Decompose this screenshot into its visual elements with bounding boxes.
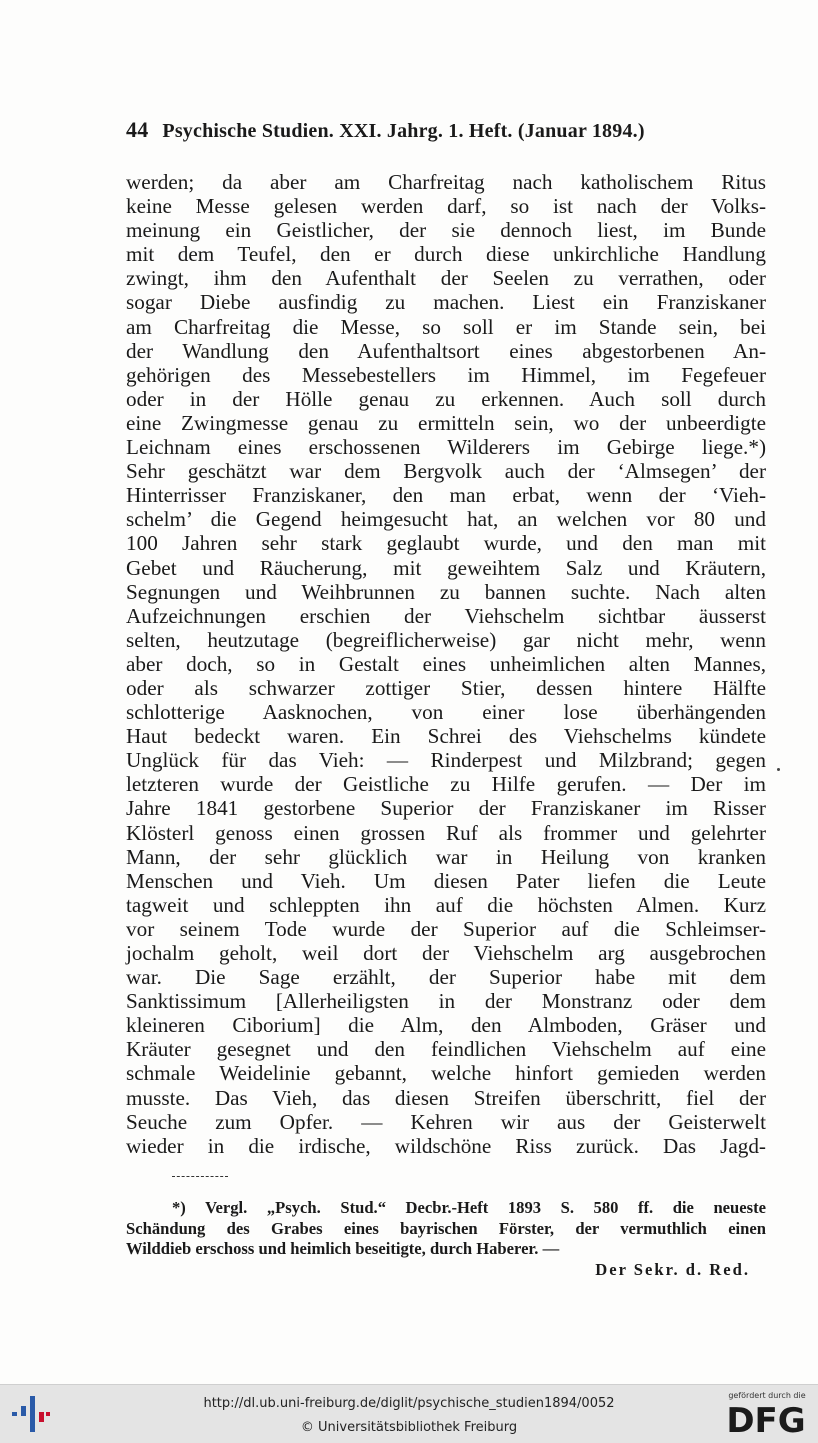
- body-line: zwingt, ihm den Aufenthalt der Seelen zu verrathen, oder: [126, 266, 766, 291]
- body-line: oder in der Hölle genau zu erkennen. Auch soll durch: [126, 386, 766, 411]
- body-line: kleineren Ciborium] die Alm, den Almboden, Gräser und: [126, 1013, 766, 1038]
- body-line: werden; da aber am Charfreitag nach katholischem Ritus: [126, 170, 766, 194]
- scan-speck: [777, 768, 780, 771]
- body-line: Menschen und Vieh. Um diesen Pater liefen die Leute: [126, 868, 766, 893]
- footer-copyright: © Universitätsbibliothek Freiburg: [300, 1420, 518, 1435]
- body-text: [126, 170, 766, 1158]
- body-line: meinung ein Geistlicher, der sie dennoch liest, im Bunde: [126, 218, 766, 243]
- body-line: Kräuter gesegnet und den feindlichen Viehschelm auf eine: [126, 1037, 766, 1062]
- footnote-line: Wilddieb erschoss und heimlich beseitigte, durch Haberer. —: [126, 1239, 560, 1258]
- body-line: Mann, der sehr glücklich war in Heilung von kranken: [126, 844, 766, 869]
- body-line: 100 Jahren sehr stark geglaubt wurde, und den man mit: [126, 531, 766, 556]
- body-line: Aufzeichnungen erschien der Viehschelm sichtbar äusserst: [126, 603, 766, 628]
- body-line: jochalm geholt, weil dort der Viehschelm arg ausgebrochen: [126, 941, 766, 965]
- page-number: 44: [126, 117, 149, 142]
- dfg-logo-icon: [722, 1403, 810, 1435]
- body-line: am Charfreitag die Messe, so soll er im Stande sein, bei: [126, 314, 766, 339]
- body-line: Sanktissimum [Allerheiligsten in der Monstranz oder dem: [126, 989, 766, 1014]
- footnote-line: Schändung des Grabes eines bayrischen Förster, der vermuthlich einen: [126, 1218, 766, 1238]
- body-line: Sehr geschätzt war dem Bergvolk auch der ‘Almsegen’ der: [126, 459, 766, 484]
- footnote-line: *) Vergl. „Psych. Stud.“ Decbr.-Heft 1893 S. 580 ff. die neueste: [172, 1198, 766, 1217]
- body-line: mit dem Teufel, den er durch diese unkirchliche Handlung: [126, 242, 766, 267]
- running-title: Psychische Studien. XXI. Jahrg. 1. Heft. (Januar 1894.): [162, 120, 645, 142]
- body-line: Hinterrisser Franziskaner, den man erbat, wenn der ‘Vieh-: [126, 483, 766, 508]
- body-line: schmale Weidelinie gebannt, welche hinfort gemieden werden: [126, 1061, 766, 1086]
- dfg-tagline: gefördert durch die: [728, 1391, 806, 1400]
- body-line: Klösterl genoss einen grossen Ruf als frommer und gelehrter: [126, 820, 766, 845]
- body-line: sogar Diebe ausfindig zu machen. Liest ein Franziskaner: [126, 290, 766, 315]
- body-line: gehörigen des Messebestellers im Himmel, im Fegefeuer: [126, 362, 766, 387]
- footer-url-link[interactable]: http://dl.ub.uni-freiburg.de/diglit/psychische_studien1894/0052: [203, 1396, 615, 1411]
- body-line: schelm’ die Gegend heimgesucht hat, an welchen vor 80 und: [126, 507, 766, 532]
- body-line: eine Zwingmesse genau zu ermitteln sein, wo der unbeerdigte: [126, 410, 766, 435]
- body-line: keine Messe gelesen werden darf, so ist nach der Volks-: [126, 194, 766, 219]
- body-line: Unglück für das Vieh: — Rinderpest und Milzbrand; gegen: [126, 748, 766, 773]
- running-header: [126, 117, 766, 143]
- body-line: Segnungen und Weihbrunnen zu bannen suchte. Nach alten: [126, 579, 766, 604]
- body-line: Gebet und Räucherung, mit geweihtem Salz und Kräutern,: [126, 555, 766, 580]
- body-line: der Wandlung den Aufenthaltsort eines abgestorbenen An-: [126, 338, 766, 363]
- body-line: schlotterige Aasknochen, von einer lose überhängenden: [126, 700, 766, 725]
- footnote-signature: Der Sekr. d. Red.: [595, 1259, 750, 1279]
- body-line: aber doch, so in Gestalt eines unheimlichen alten Mannes,: [126, 651, 766, 676]
- dfg-logo-text: DFG: [726, 1403, 806, 1435]
- body-line: selten, heutzutage (begreiflicherweise) gar nicht mehr, wenn: [126, 627, 766, 652]
- footnote-separator: [172, 1176, 228, 1177]
- body-line: war. Die Sage erzählt, der Superior habe mit dem: [126, 965, 766, 990]
- body-line: musste. Das Vieh, das diesen Streifen überschritt, fiel der: [126, 1085, 766, 1110]
- body-line: Haut bedeckt waren. Ein Schrei des Viehschelms kündete: [126, 724, 766, 749]
- body-line: letzteren wurde der Geistliche zu Hilfe gerufen. — Der im: [126, 772, 766, 797]
- body-line: vor seinem Tode wurde der Superior auf die Schleimser-: [126, 916, 766, 941]
- body-line: Jahre 1841 gestorbene Superior der Franziskaner im Risser: [126, 796, 766, 821]
- body-line: Seuche zum Opfer. — Kehren wir aus der Geisterwelt: [126, 1109, 766, 1134]
- body-line: tagweit und schleppten ihn auf die höchsten Almen. Kurz: [126, 892, 766, 917]
- footnote: [126, 1198, 766, 1280]
- body-line: oder als schwarzer zottiger Stier, dessen hintere Hälfte: [126, 675, 766, 700]
- body-line: wieder in die irdische, wildschöne Riss zurück. Das Jagd-: [126, 1133, 766, 1158]
- body-line: Leichnam eines erschossenen Wilderers im Gebirge liege.*): [126, 435, 766, 460]
